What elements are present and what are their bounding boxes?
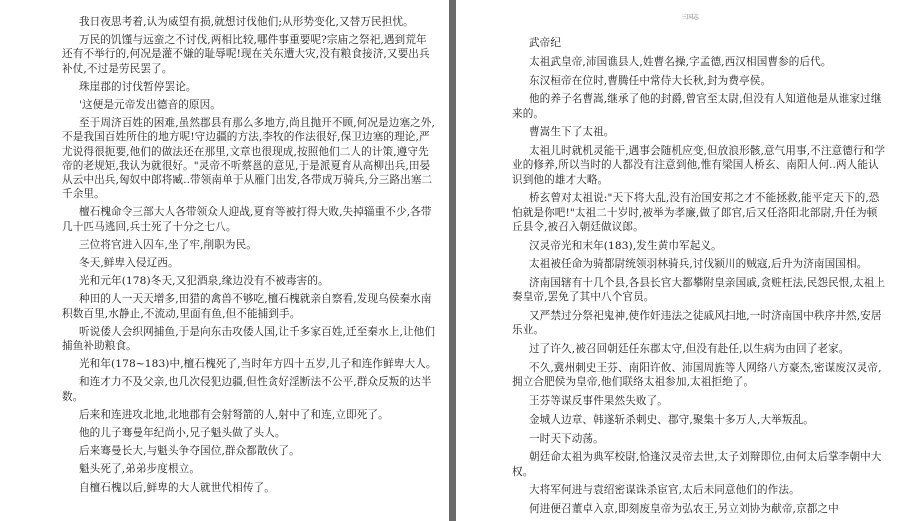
left-paragraph: 我日夜思考着,认为威望有损,就想讨伐他们;从形势变化,又替万民担忧。 bbox=[78, 16, 414, 28]
right-paragraph: 太祖武皇帝,沛国谯县人,姓曹名操,字孟德,西汉相国曹参的后代。 bbox=[528, 55, 832, 68]
right-paragraph: 金城人边章、韩遂斩杀刺史、郡守,聚集十多万人,大举叛乱。 bbox=[528, 413, 814, 426]
left-paragraph: 自檀石槐以后,鲜卑的大人就世代相传了。 bbox=[78, 481, 275, 494]
running-header: 三国志 bbox=[680, 14, 699, 21]
left-paragraph: 三位将官进入囚车,坐了牢,削职为民。 bbox=[78, 238, 257, 251]
right-paragraph: 东汉桓帝在位时,曹腾任中常侍大长秋,封为费亭侯。 bbox=[528, 74, 772, 87]
right-paragraph: 太祖被任命为骑都尉统领羽林骑兵,讨伐颍川的贼寇,后升为济南国国相。 bbox=[528, 258, 868, 271]
left-page bbox=[0, 0, 449, 521]
right-paragraph: 他的养子名曹嵩,继承了他的封爵,曾官至太尉,但没有人知道他是从谁家过继来的。 bbox=[512, 93, 882, 120]
left-paragraph: 种田的人一天天增多,田猎的禽兽不够吃,檀石槐就亲自察看,发现乌侯秦水南积数百里,水静止,不流动,里面有鱼,但不能捕到手。 bbox=[62, 293, 432, 320]
right-paragraph: 曹嵩生下了太祖。 bbox=[528, 126, 615, 139]
right-paragraph: 何进便召董卓入京,即刻废皇帝为弘农王,另立刘协为献帝,京都之中 bbox=[528, 503, 839, 516]
page-gutter bbox=[449, 0, 456, 521]
right-paragraph: 太祖儿时就机灵能干,遇事会随机应变,但放浪形骸,意气用事,不注意德行和学业的修养,所以当时的人都没有注意到他,惟有梁国人桥玄、南阳人何..两人能认识到他的雄才大略。 bbox=[512, 145, 886, 186]
right-paragraph: 又严禁过分祭祀鬼神,使作奸违法之徒戚风扫地,一时济南国中秩序井然,安居乐业。 bbox=[512, 310, 882, 337]
right-paragraph: 不久,冀州刺史王芬、南阳许攸、沛国周旌等人网络八方豪杰,密谋废汉灵帝,拥立合肥侯为皇帝,他们联络太祖参加,太祖拒绝了。 bbox=[512, 361, 882, 389]
left-paragraph: 听说倭人会织网捕鱼,于是向东击攻倭人国,让千多家百姓,迁至秦水上,让他们捕鱼补助粮食。 bbox=[62, 325, 436, 353]
left-paragraph: 万民的饥馑与远蛮之不讨伐,两相比较,哪件事重要呢?宗庙之祭祀,遇到荒年还有不举行的,何况是灌不嫌的耻辱呢!现在关东遭大灾,没有粮食接济,又要出兵补仗,不过是劳民罢了。 bbox=[62, 34, 430, 75]
chapter-title: 武帝纪 bbox=[528, 37, 562, 49]
left-paragraph: 光和年(178~183)中,檀石槐死了,当时年方四十五岁,儿子和连作鲜卑大人。 bbox=[78, 358, 437, 371]
left-paragraph: '这便是元帝发出德音的原因。 bbox=[78, 99, 221, 112]
left-paragraph: 后来骞曼长大,与魁头争夺国位,群众都散伙了。 bbox=[78, 445, 300, 458]
right-paragraph: 大将军何进与袁绍密谋诛杀宦官,太后未同意他们的作法。 bbox=[528, 484, 800, 497]
left-paragraph: 后来和连进攻北地,北地郡有会射弩箭的人,射中了和连,立即死了。 bbox=[78, 408, 389, 421]
right-paragraph: 过了许久,被召回朝廷任东郡太守,但没有赴任,以生病为由回了老家。 bbox=[528, 343, 850, 356]
right-paragraph: 朝廷命太祖为典军校尉,恰逢汉灵帝去世,太子刘辩即位,由何太后掌李朝中大权。 bbox=[512, 451, 882, 478]
left-paragraph: 至于周济百姓的困难,虽然郡县有那么多地方,尚且抛开不顾,何况是边塞之外,不是我国百姓所住的地方呢!守边疆的方法,李牧的作法很好,保卫边塞的理论,严尤说得很扼要,他们的做法还在那里,文章也很现成,按照他们二人的计策,遵守先帝的老规矩,我认为就很好。"灵帝不听蔡邕的意见,于是派夏育从高柳出兵,田晏从云中出兵,匈奴中郎将臧..带领南单于从雁门出发,各带成万骑兵,分三路出塞二千余里。 bbox=[62, 117, 436, 201]
left-paragraph: 冬天,鲜卑入侵辽西。 bbox=[78, 257, 179, 270]
left-paragraph: 光和元年(178)冬天,又犯酒泉,缘边没有不被毒害的。 bbox=[78, 275, 329, 288]
right-paragraph: 一时天下动荡。 bbox=[528, 432, 604, 445]
left-paragraph: 魁头死了,弟弟步度根立。 bbox=[78, 463, 201, 476]
left-paragraph: 和连才力不及父亲,也几次侵犯边疆,但性贪好淫断法不公平,群众反叛的达半数。 bbox=[62, 376, 432, 403]
left-paragraph: 珠崖郡的讨伐暂停罢论。 bbox=[78, 80, 197, 93]
right-paragraph: 汉灵帝光和末年(183),发生黄巾军起义。 bbox=[528, 239, 722, 252]
right-paragraph: 桥玄曾对太祖说:"天下将大乱,没有治国安邦之才不能拯救,能平定天下的,恐怕就是你吧!"太祖二十岁时,被举为孝廉,做了郎官,后又任洛阳北部尉,升任为顿丘县令,被召入朝廷做议郎。 bbox=[512, 192, 880, 233]
left-paragraph: 檀石槐命令三部大人各带领众人迎战,夏育等被打得大败,失掉辎重不少,各带几十匹马逃回,兵士死了十分之七八。 bbox=[62, 206, 432, 233]
right-page bbox=[456, 0, 900, 521]
left-paragraph: 他的儿子骞曼年纪尚小,兄子魁头做了头人。 bbox=[78, 427, 286, 440]
right-paragraph: 王芬等谋反事件果然失败了。 bbox=[528, 394, 668, 407]
right-paragraph: 济南国辖有十几个县,各县长官大都攀附皇亲国戚,贪赃枉法,民怨民恨,太祖上奏皇帝,罢免了其中八个官员。 bbox=[512, 277, 886, 304]
